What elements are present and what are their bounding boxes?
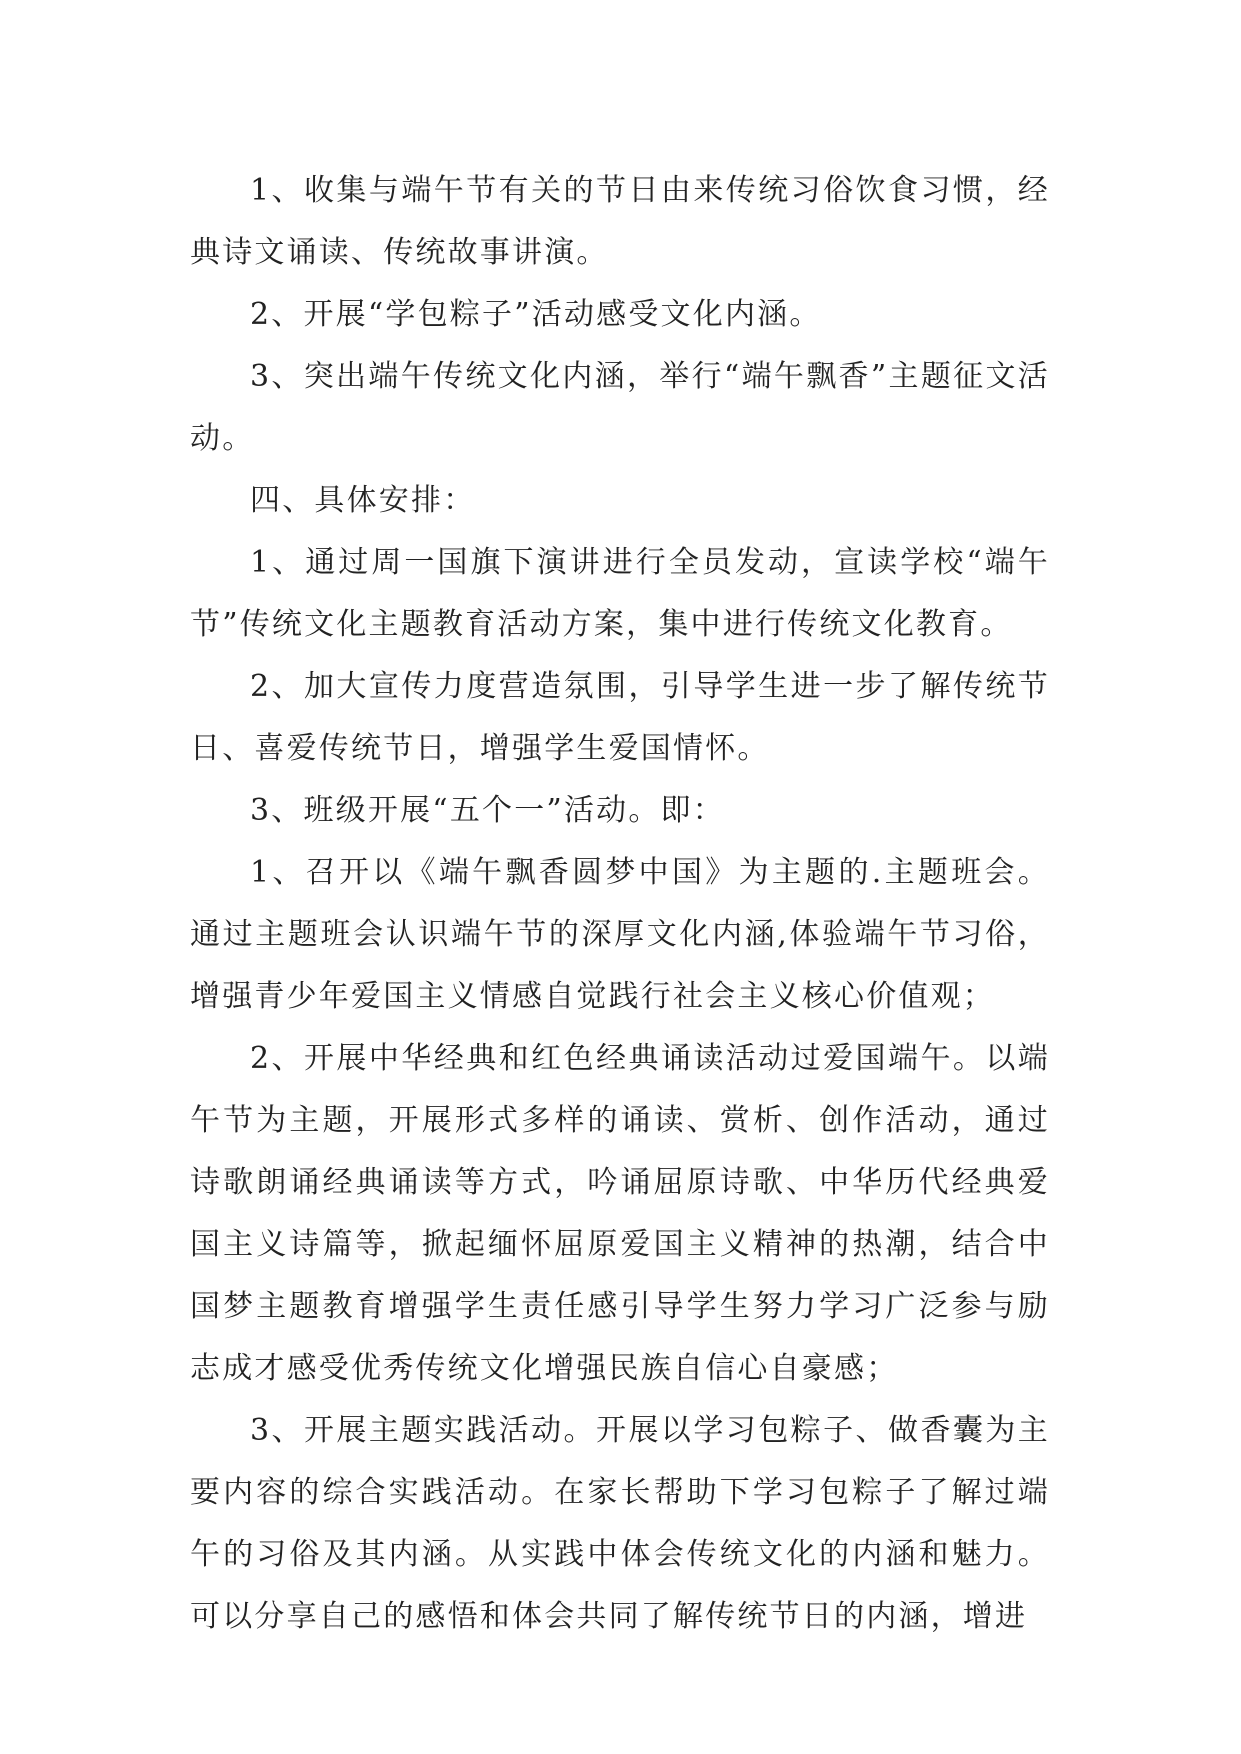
paragraph-five-ones: 3、班级开展“五个一”活动。即：	[250, 793, 725, 828]
paragraph-practice-activity: 3、开展主题实践活动。开展以学习包粽子、做香囊为主要内容的综合实践活动。在家长帮助下学习包粽子了解过端午的习俗及其内涵。从实践中体会传统文化的内涵和魅力。可以分享自己的感悟和体会共同了解传统节日的内涵，增进	[190, 1413, 1050, 1634]
paragraph-classics-reading: 2、开展中华经典和红色经典诵读活动过爱国端午。以端午节为主题，开展形式多样的诵读、赏析、创作活动，通过诗歌朗诵经典诵读等方式，吟诵屈原诗歌、中华历代经典爱国主义诗篇等，掀起缅怀屈原爱国主义精神的热潮，结合中国梦主题教育增强学生责任感引导学生努力学习广泛参与励志成才感受优秀传统文化增强民族自信心自豪感；	[190, 1041, 1050, 1386]
document-body	[190, 160, 1050, 1648]
section-heading-arrangement: 四、具体安排：	[250, 483, 476, 518]
paragraph-flag-speech: 1、通过周一国旗下演讲进行全员发动，宣读学校“端午节”传统文化主题教育活动方案，集中进行传统文化教育。	[190, 545, 1050, 642]
paragraph-collect-customs: 1、收集与端午节有关的节日由来传统习俗饮食习惯，经典诗文诵读、传统故事讲演。	[190, 173, 1050, 270]
paragraph-class-meeting: 1、召开以《端午飘香圆梦中国》为主题的.主题班会。通过主题班会认识端午节的深厚文化内涵,体验端午节习俗，增强青少年爱国主义情感自觉践行社会主义核心价值观；	[190, 855, 1050, 1014]
paragraph-zongzi-activity: 2、开展“学包粽子”活动感受文化内涵。	[250, 297, 822, 332]
paragraph-essay-contest: 3、突出端午传统文化内涵，举行“端午飘香”主题征文活动。	[190, 359, 1050, 456]
paragraph-publicity: 2、加大宣传力度营造氛围，引导学生进一步了解传统节日、喜爱传统节日，增强学生爱国情怀。	[190, 669, 1050, 766]
